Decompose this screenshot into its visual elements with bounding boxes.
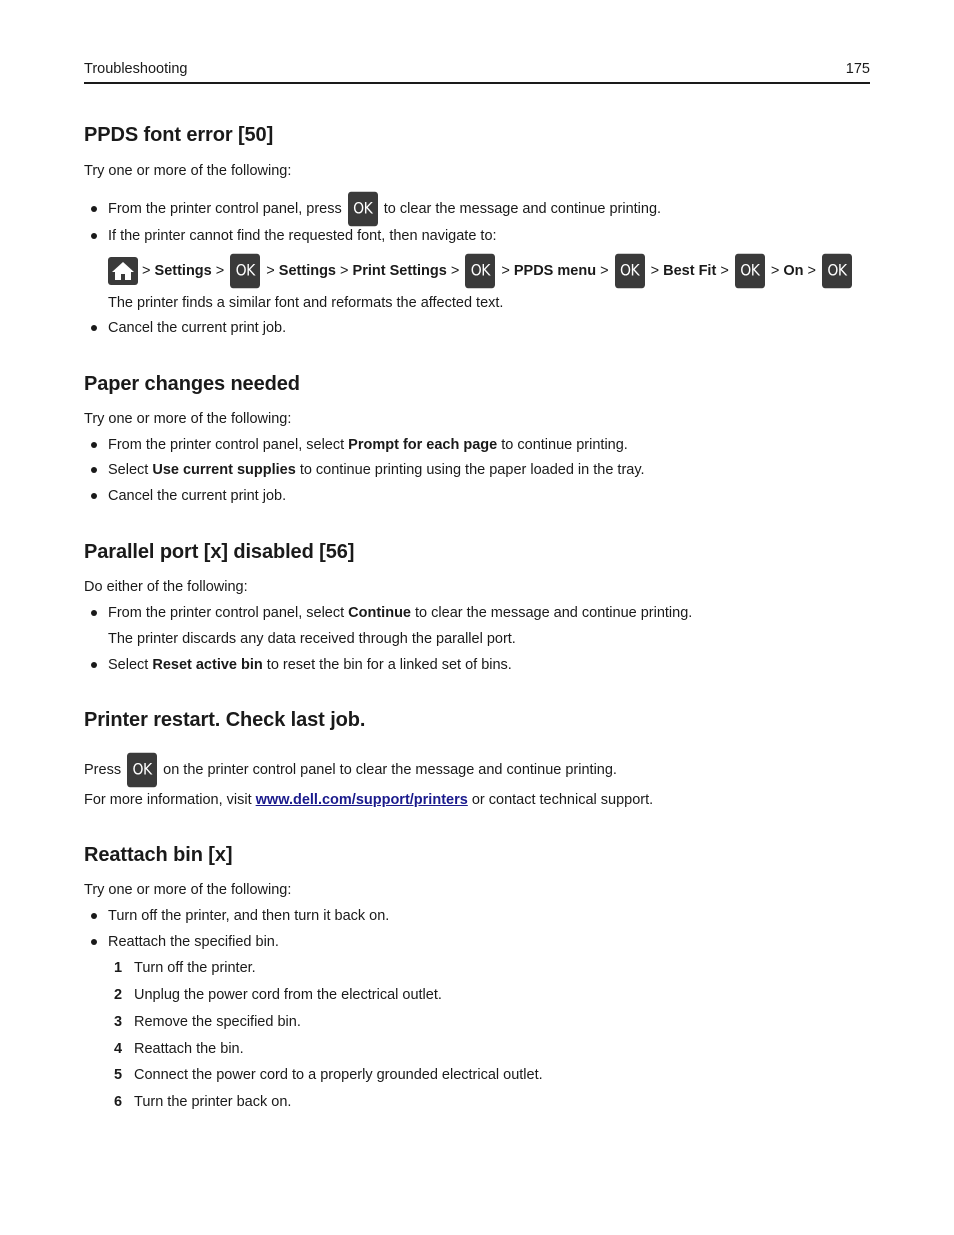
- note-text: The printer finds a similar font and reformats the affected text.: [108, 295, 504, 311]
- list-item: From the printer control panel, press OK to clear the message and continue printing.: [108, 194, 661, 224]
- bullet-dot: [91, 325, 97, 331]
- page-header: [84, 58, 870, 84]
- step-text: Turn the printer back on.: [134, 1094, 292, 1110]
- bullet-dot: [91, 467, 97, 473]
- step-text: Reattach the bin.: [134, 1041, 244, 1057]
- list-item: If the printer cannot find the requested font, then navigate to:: [108, 228, 497, 244]
- note-text: The printer discards any data received through the parallel port.: [108, 631, 516, 647]
- page-number: 175: [845, 61, 870, 77]
- support-link[interactable]: www.dell.com/support/printers: [255, 792, 468, 808]
- bullet-dot: [91, 206, 97, 212]
- ok-button-icon: OK: [615, 254, 645, 289]
- list-item: Select Use current supplies to continue printing using the paper loaded in the tray.: [108, 462, 645, 478]
- step-number: 2: [114, 987, 123, 1003]
- list-item: From the printer control panel, select Prompt for each page to continue printing.: [108, 437, 628, 453]
- list-item: Select Reset active bin to reset the bin for a linked set of bins.: [108, 657, 512, 673]
- step-text: Remove the specified bin.: [134, 1014, 301, 1030]
- list-item: Cancel the current print job.: [108, 488, 287, 504]
- intro-text: Try one or more of the following:: [84, 411, 292, 427]
- paragraph: Press OK on the printer control panel to clear the message and continue printing.: [84, 755, 617, 785]
- step-text: Connect the power cord to a properly grounded electrical outlet.: [134, 1067, 543, 1083]
- heading-ppds-font-error: PPDS font error [50]: [84, 124, 274, 146]
- bullet-dot: [91, 662, 97, 668]
- intro-text: Try one or more of the following:: [84, 882, 292, 898]
- bullet-dot: [91, 233, 97, 239]
- header-section-title: Troubleshooting: [84, 61, 188, 77]
- ok-button-icon: OK: [822, 254, 852, 289]
- bullet-dot: [91, 493, 97, 499]
- bullet-dot: [91, 913, 97, 919]
- home-icon: [108, 257, 138, 285]
- list-item: Reattach the specified bin.: [108, 934, 279, 950]
- step-number: 1: [114, 960, 123, 976]
- ok-button-icon: OK: [348, 192, 378, 227]
- menu-navigation-path: > Settings > OK > Settings > Print Settings > OK > PPDS menu > OK > Best Fit > OK > On > OK: [108, 256, 854, 286]
- step-number: 5: [114, 1067, 123, 1083]
- bullet-dot: [91, 442, 97, 448]
- intro-text: Try one or more of the following:: [84, 163, 292, 179]
- list-item: Cancel the current print job.: [108, 320, 287, 336]
- ok-button-icon: OK: [230, 254, 260, 289]
- heading-reattach-bin: Reattach bin [x]: [84, 844, 233, 866]
- ok-button-icon: OK: [735, 254, 765, 289]
- heading-paper-changes-needed: Paper changes needed: [84, 373, 300, 395]
- step-number: 6: [114, 1094, 123, 1110]
- step-text: Unplug the power cord from the electrical outlet.: [134, 987, 442, 1003]
- intro-text: Do either of the following:: [84, 579, 248, 595]
- list-item: Turn off the printer, and then turn it back on.: [108, 908, 390, 924]
- step-text: Turn off the printer.: [134, 960, 256, 976]
- ok-button-icon: OK: [127, 753, 157, 788]
- bullet-dot: [91, 939, 97, 945]
- step-number: 3: [114, 1014, 123, 1030]
- heading-printer-restart: Printer restart. Check last job.: [84, 709, 366, 731]
- paragraph: For more information, visit www.dell.com/support/printers or contact technical support.: [84, 792, 654, 808]
- heading-parallel-port-disabled: Parallel port [x] disabled [56]: [84, 541, 355, 563]
- step-number: 4: [114, 1041, 123, 1057]
- bullet-dot: [91, 610, 97, 616]
- ok-button-icon: OK: [465, 254, 495, 289]
- list-item: From the printer control panel, select Continue to clear the message and continue printing.: [108, 605, 693, 621]
